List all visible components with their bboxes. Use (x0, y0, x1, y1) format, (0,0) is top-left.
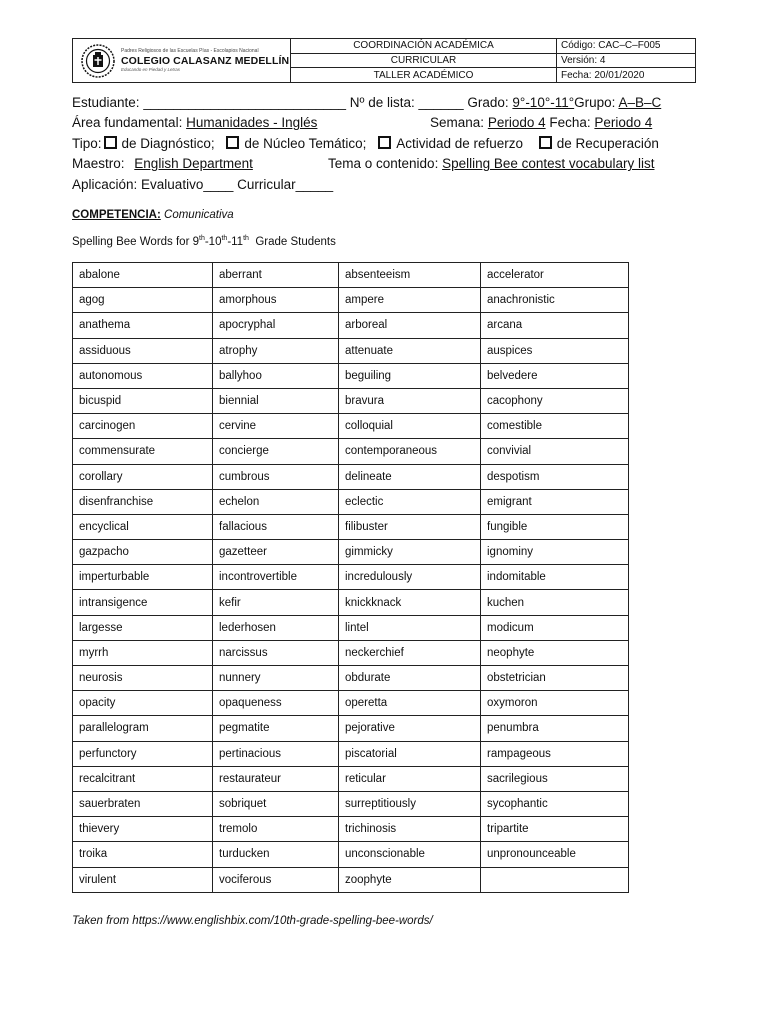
word-cell: piscatorial (339, 741, 481, 766)
word-cell: thievery (73, 817, 213, 842)
table-row (73, 716, 629, 741)
word-cell: comestible (481, 414, 629, 439)
title-part: -11 (227, 235, 244, 248)
title-sup: th (199, 235, 205, 242)
teacher-label: Maestro: (72, 156, 125, 171)
word-cell: absenteeism (339, 263, 481, 288)
grade-value: 9°-10°-11° (512, 95, 575, 110)
table-row (73, 388, 629, 413)
word-cell (481, 867, 629, 892)
word-cell: operetta (339, 691, 481, 716)
word-cell: gazpacho (73, 540, 213, 565)
word-cell: incontrovertible (213, 565, 339, 590)
table-row (73, 741, 629, 766)
word-cell: oxymoron (481, 691, 629, 716)
word-cell: sycophantic (481, 791, 629, 816)
thematic-option: de Núcleo Temático; (244, 136, 367, 151)
table-row (73, 615, 629, 640)
teacher-value: English Department (134, 156, 253, 171)
word-cell: beguiling (339, 363, 481, 388)
topic-label: Tema o contenido: (328, 156, 439, 171)
competency-label: COMPETENCIA: (72, 209, 161, 221)
title-part: -10 (204, 235, 222, 248)
word-cell: contemporaneous (339, 439, 481, 464)
word-cell: convivial (481, 439, 629, 464)
table-row (73, 842, 629, 867)
type-label: Tipo: (72, 136, 102, 151)
word-cell: cervine (213, 414, 339, 439)
word-cell: nunnery (213, 666, 339, 691)
word-cell: bicuspid (73, 388, 213, 413)
week-value: Periodo 4 (487, 115, 546, 130)
table-row (73, 489, 629, 514)
word-cell: gazetteer (213, 540, 339, 565)
header-code: Código: CAC–C–F005 (557, 39, 695, 54)
word-cell: modicum (481, 615, 629, 640)
title-sup: th (243, 235, 249, 242)
group-value: A–B–C (618, 95, 662, 110)
word-cell: corollary (73, 464, 213, 489)
word-cell: ignominy (481, 540, 629, 565)
week-date-line (430, 114, 652, 132)
table-row (73, 640, 629, 665)
word-cell: neckerchief (339, 640, 481, 665)
word-cell: trichinosis (339, 817, 481, 842)
word-cell: echelon (213, 489, 339, 514)
word-cell: narcissus (213, 640, 339, 665)
word-cell: emigrant (481, 489, 629, 514)
word-cell: filibuster (339, 514, 481, 539)
area-line (72, 114, 317, 132)
table-row (73, 766, 629, 791)
word-cell: accelerator (481, 263, 629, 288)
header-title-2: CURRICULAR (291, 54, 556, 69)
date-label: Fecha: (549, 115, 591, 130)
header-date: Fecha: 20/01/2020 (561, 69, 645, 81)
table-row (73, 313, 629, 338)
header-meta (557, 39, 695, 82)
word-cell: eclectic (339, 489, 481, 514)
school-seal-icon (81, 44, 115, 78)
header-version: Versión: 4 (557, 54, 695, 69)
word-cell: myrrh (73, 640, 213, 665)
word-cell: indomitable (481, 565, 629, 590)
table-row (73, 514, 629, 539)
word-cell: bravura (339, 388, 481, 413)
table-row (73, 414, 629, 439)
word-cell: unconscionable (339, 842, 481, 867)
word-cell: kefir (213, 590, 339, 615)
header-titles (291, 39, 557, 82)
word-cell: turducken (213, 842, 339, 867)
competency-value: Comunicativa (164, 209, 234, 221)
school-motto: Educando en Piedad y Letras (121, 66, 181, 72)
table-row (73, 590, 629, 615)
word-cell: neophyte (481, 640, 629, 665)
word-cell: cumbrous (213, 464, 339, 489)
word-cell: pejorative (339, 716, 481, 741)
title-part: Spelling Bee Words for 9 (72, 235, 199, 248)
word-cell: attenuate (339, 338, 481, 363)
word-cell: obdurate (339, 666, 481, 691)
application-line: Aplicación: Evaluativo____ Curricular_____ (72, 177, 334, 192)
word-cell: apocryphal (213, 313, 339, 338)
words-table-body (73, 263, 629, 893)
word-cell: pegmatite (213, 716, 339, 741)
list-number-field[interactable]: ______ (418, 95, 464, 110)
word-cell: imperturbable (73, 565, 213, 590)
student-label: Estudiante: (72, 95, 140, 110)
word-cell: troika (73, 842, 213, 867)
grade-label: Grado: (467, 95, 509, 110)
word-cell: biennial (213, 388, 339, 413)
word-cell: gimmicky (339, 540, 481, 565)
word-cell: carcinogen (73, 414, 213, 439)
word-cell: intransigence (73, 590, 213, 615)
reinforcement-checkbox[interactable] (378, 136, 391, 149)
word-cell: cacophony (481, 388, 629, 413)
diagnostic-option: de Diagnóstico; (121, 136, 215, 151)
header-title-3: TALLER ACADÉMICO (373, 69, 474, 81)
word-cell: recalcitrant (73, 766, 213, 791)
word-cell: amorphous (213, 288, 339, 313)
title-part: Grade Students (248, 235, 336, 248)
word-cell: ballyhoo (213, 363, 339, 388)
table-row (73, 540, 629, 565)
area-label: Área fundamental: (72, 115, 183, 130)
recovery-checkbox[interactable] (539, 136, 552, 149)
word-cell: autonomous (73, 363, 213, 388)
table-row (73, 666, 629, 691)
date-value: Periodo 4 (594, 115, 653, 130)
word-cell: kuchen (481, 590, 629, 615)
word-cell: arcana (481, 313, 629, 338)
title-sup: th (221, 235, 228, 242)
table-row (73, 363, 629, 388)
word-cell: vociferous (213, 867, 339, 892)
word-cell: fungible (481, 514, 629, 539)
table-row (73, 288, 629, 313)
table-row (73, 338, 629, 363)
word-cell: commensurate (73, 439, 213, 464)
school-name: COLEGIO CALASANZ MEDELLÍN (121, 55, 290, 67)
word-cell: aberrant (213, 263, 339, 288)
word-cell: tremolo (213, 817, 339, 842)
competency (72, 209, 234, 221)
word-cell: largesse (73, 615, 213, 640)
word-cell: neurosis (73, 666, 213, 691)
table-row (73, 439, 629, 464)
list-number-label: Nº de lista: (349, 95, 415, 110)
word-cell: encyclical (73, 514, 213, 539)
word-cell: perfunctory (73, 741, 213, 766)
group-label: Grupo: (574, 95, 616, 110)
word-cell: zoophyte (339, 867, 481, 892)
student-line (72, 94, 661, 112)
word-cell: opacity (73, 691, 213, 716)
week-label: Semana: (430, 115, 485, 130)
topic-line (328, 155, 654, 173)
word-cell: obstetrician (481, 666, 629, 691)
table-row (73, 867, 629, 892)
student-field[interactable]: ___________________________ (143, 95, 347, 110)
word-cell: despotism (481, 464, 629, 489)
source-note: Taken from https://www.englishbix.com/10th-grade-spelling-bee-words/ (72, 915, 433, 927)
area-value: Humanidades - Inglés (186, 115, 318, 130)
word-cell: arboreal (339, 313, 481, 338)
word-cell: lederhosen (213, 615, 339, 640)
word-cell: pertinacious (213, 741, 339, 766)
table-row (73, 263, 629, 288)
thematic-checkbox[interactable] (226, 136, 239, 149)
word-cell: unpronounceable (481, 842, 629, 867)
table-row (73, 817, 629, 842)
word-cell: restaurateur (213, 766, 339, 791)
word-cell: ampere (339, 288, 481, 313)
teacher-line (72, 155, 253, 173)
table-row (73, 791, 629, 816)
word-cell: incredulously (339, 565, 481, 590)
word-cell: sauerbraten (73, 791, 213, 816)
word-cell: colloquial (339, 414, 481, 439)
word-cell: atrophy (213, 338, 339, 363)
recovery-option: de Recuperación (556, 136, 659, 151)
reinforcement-option: Actividad de refuerzo (396, 136, 524, 151)
school-logo-block (73, 39, 291, 82)
table-row (73, 691, 629, 716)
word-cell: rampageous (481, 741, 629, 766)
word-cell: fallacious (213, 514, 339, 539)
header-title-1: COORDINACIÓN ACADÉMICA (291, 39, 556, 54)
word-cell: tripartite (481, 817, 629, 842)
word-cell: sacrilegious (481, 766, 629, 791)
word-cell: anathema (73, 313, 213, 338)
word-cell: lintel (339, 615, 481, 640)
word-cell: delineate (339, 464, 481, 489)
word-cell: sobriquet (213, 791, 339, 816)
word-cell: penumbra (481, 716, 629, 741)
word-cell: abalone (73, 263, 213, 288)
word-cell: opaqueness (213, 691, 339, 716)
word-cell: disenfranchise (73, 489, 213, 514)
word-cell: anachronistic (481, 288, 629, 313)
word-list-title (72, 235, 336, 248)
word-cell: assiduous (73, 338, 213, 363)
spelling-words-table (72, 262, 629, 893)
word-cell: reticular (339, 766, 481, 791)
school-order-text: Padres Religiosos de las Escuelas Pías - Escolapios Nacional (121, 48, 259, 54)
word-cell: agog (73, 288, 213, 313)
word-cell: parallelogram (73, 716, 213, 741)
word-cell: virulent (73, 867, 213, 892)
type-line (72, 135, 659, 153)
topic-value: Spelling Bee contest vocabulary list (442, 156, 655, 171)
document-header (72, 38, 696, 83)
word-cell: concierge (213, 439, 339, 464)
word-cell: belvedere (481, 363, 629, 388)
word-cell: surreptitiously (339, 791, 481, 816)
word-cell: knickknack (339, 590, 481, 615)
diagnostic-checkbox[interactable] (104, 136, 117, 149)
table-row (73, 565, 629, 590)
table-row (73, 464, 629, 489)
word-cell: auspices (481, 338, 629, 363)
